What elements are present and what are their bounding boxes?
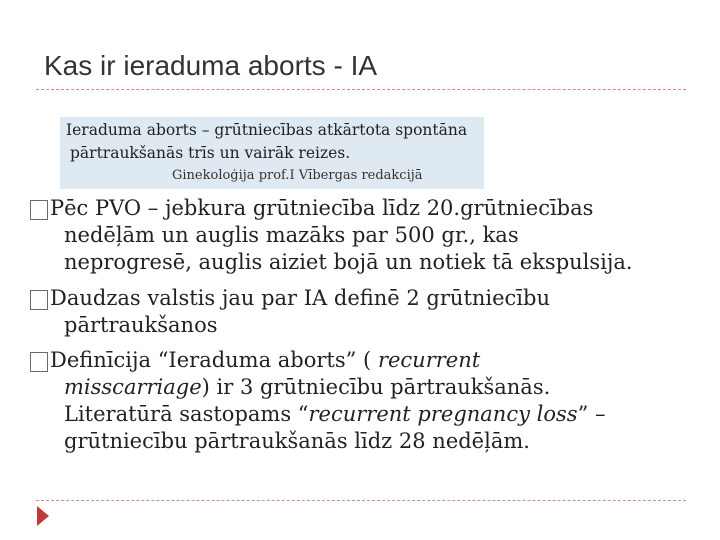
square-box-icon: [30, 352, 48, 372]
bullet-line: Definīcija “Ieraduma aborts” ( recurrent: [50, 348, 481, 372]
arrow-right-icon[interactable]: [37, 506, 49, 526]
bullet-line: Literatūrā sastopams “recurrent pregnancy loss” –: [64, 402, 606, 426]
definition-source: Ginekoloģija prof.I Vībergas redakcijā: [172, 168, 423, 183]
square-box-icon: [30, 200, 48, 220]
bullet-line: Daudzas valstis jau par IA definē 2 grūtniecību: [50, 286, 550, 310]
title-divider: [36, 89, 686, 90]
square-box-icon: [30, 290, 48, 310]
definition-line-2: pārtraukšanās trīs un vairāk reizes.: [70, 144, 351, 162]
bullet-line: pārtraukšanos: [64, 313, 218, 337]
footer-divider: [36, 500, 686, 501]
bullet-line: neprogresē, auglis aiziet bojā un notiek tā ekspulsija.: [64, 250, 633, 274]
bullet-line: Pēc PVO – jebkura grūtniecība līdz 20.grūtniecības: [50, 196, 594, 220]
bullet-line: nedēļām un auglis mazāks par 500 gr., kas: [64, 223, 519, 247]
definition-box: [60, 117, 484, 189]
bullet-line: grūtniecību pārtraukšanās līdz 28 nedēļām.: [64, 429, 530, 453]
bullet-line: misscarriage) ir 3 grūtniecību pārtraukšanās.: [64, 375, 551, 399]
slide-title: Kas ir ieraduma aborts - IA: [44, 50, 378, 81]
definition-line-1: Ieraduma aborts – grūtniecības atkārtota spontāna: [66, 121, 468, 139]
